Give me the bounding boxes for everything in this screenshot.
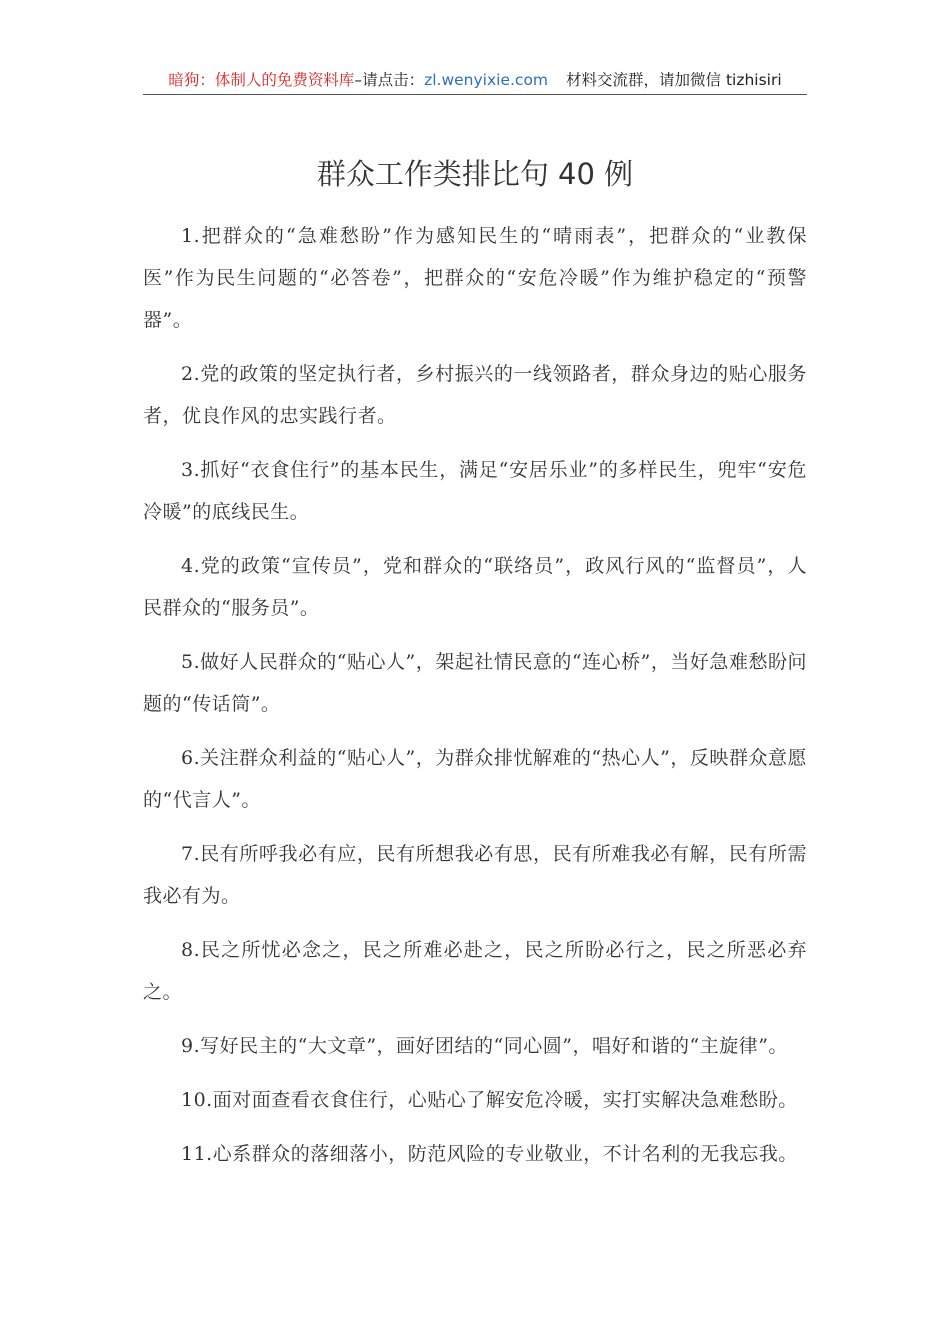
header-cta: –请点击： — [354, 71, 425, 89]
list-item: 5.做好人民群众的“贴心人”，架起社情民意的“连心桥”，当好急难愁盼问题的“传话筒”。 — [143, 651, 807, 715]
header-contact: 材料交流群，请加微信 tizhisiri — [566, 71, 782, 89]
header-link[interactable]: zl.wenyixie.com — [424, 71, 549, 89]
list-item: 7.民有所呼我必有应，民有所想我必有思，民有所难我必有解，民有所需我必有为。 — [143, 843, 807, 907]
list-item: 4.党的政策“宣传员”，党和群众的“联络员”，政风行风的“监督员”，人民群众的“服务员”。 — [143, 555, 807, 619]
list-item: 3.抓好“衣食住行”的基本民生，满足“安居乐业”的多样民生，兜牢“安危冷暖”的底线民生。 — [143, 459, 807, 523]
list-item: 2.党的政策的坚定执行者，乡村振兴的一线领路者，群众身边的贴心服务者，优良作风的忠实践行者。 — [143, 363, 807, 427]
list-item: 1.把群众的“急难愁盼”作为感知民生的“晴雨表”，把群众的“业教保医”作为民生问题的“必答卷”，把群众的“安危冷暖”作为维护稳定的“预警器”。 — [143, 225, 807, 331]
item-list — [143, 215, 807, 1187]
document-title: 群众工作类排比句 40 例 — [316, 157, 634, 191]
header-brand: 暗狗：体制人的免费资料库 — [168, 71, 355, 89]
list-item: 10.面对面查看衣食住行，心贴心了解安危冷暖，实打实解决急难愁盼。 — [181, 1089, 798, 1111]
list-item: 6.关注群众利益的“贴心人”，为群众排忧解难的“热心人”，反映群众意愿的“代言人”。 — [143, 747, 807, 811]
list-item: 11.心系群众的落细落小，防范风险的专业敬业，不计名利的无我忘我。 — [181, 1143, 798, 1165]
page-header — [143, 68, 807, 95]
list-item: 9.写好民主的“大文章”，画好团结的“同心圆”，唱好和谐的“主旋律”。 — [181, 1035, 788, 1057]
list-item: 8.民之所忧必念之，民之所难必赴之，民之所盼必行之，民之所恶必弃之。 — [143, 939, 807, 1003]
